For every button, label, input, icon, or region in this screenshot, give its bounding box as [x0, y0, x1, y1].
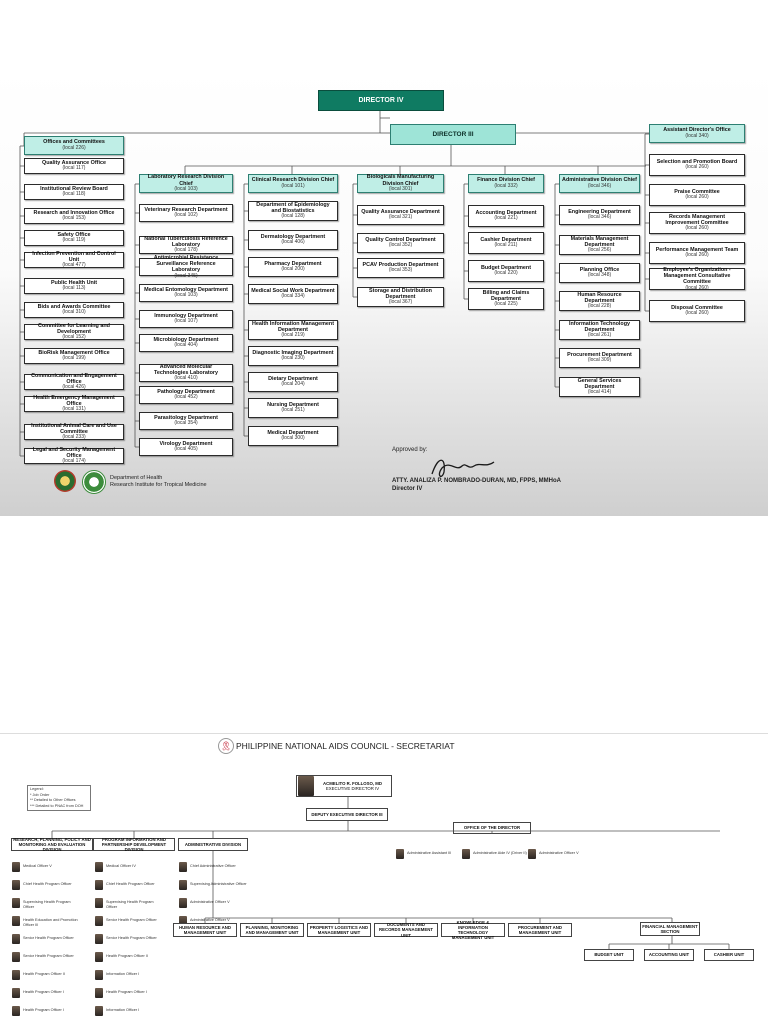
div3-staff-1-title: Supervising Administrative Officer: [190, 882, 247, 886]
asst-item-4-local: (local 260): [685, 284, 709, 291]
clin-item-0-name: Department of Epidemiology and Biostatistics: [256, 201, 330, 215]
offices-item-2-name: Research and Innovation Office: [33, 209, 115, 216]
offices-item-3-local: (local 119): [62, 237, 86, 244]
red-ribbon-icon: 🎗: [218, 738, 234, 754]
unit-box-5: PROCUREMENT AND MANAGEMENT UNIT: [508, 923, 572, 937]
offices-item-6: [24, 302, 124, 318]
offices-item-0-local: (local 117): [62, 165, 86, 172]
director-iv-label: DIRECTOR IV: [358, 97, 404, 104]
lab-item-0-name: Veterinary Research Department: [144, 206, 228, 213]
offices-item-0: [24, 158, 124, 174]
adm-item-3-name: Human Resource Department: [577, 291, 622, 305]
adm-item-3: [559, 291, 640, 311]
offices-item-5-local: (local 113): [62, 285, 86, 292]
div1-staff-4-title: Senior Health Program Officer: [23, 936, 74, 940]
bio-item-3-local: (local 367): [388, 299, 413, 306]
approved-by-label: Approved by:: [392, 447, 428, 453]
bio-item-1-local: (local 352): [388, 242, 413, 249]
asst-item-0: [649, 154, 745, 176]
fin-item-3-name: Billing and Claims Department: [482, 289, 530, 303]
office-staff-2-title: Administrative Officer V: [539, 851, 579, 855]
adm-item-0-local: (local 346): [587, 214, 612, 221]
asst-item-1-name: Praise Committee: [674, 188, 720, 195]
lab-item-4: [139, 310, 233, 328]
adm-item-6: [559, 377, 640, 397]
unit-box-2: PROPERTY LOGISTICS AND MANAGEMENT UNIT: [307, 923, 371, 937]
lab-item-3: [139, 284, 233, 302]
bio-item-2: [357, 258, 444, 278]
clin-item-7: [248, 398, 338, 418]
div3-staff-2-title: Administrative Officer V: [190, 900, 230, 904]
lab-item-2: [139, 254, 233, 279]
offices-item-10-name: Health Emergency Management Office: [33, 394, 115, 408]
div1-staff-0-title: Medical Officer V: [23, 864, 52, 868]
director-iv-box: [318, 90, 444, 111]
doh-seal-icon: [54, 470, 76, 492]
asst-item-3-name: Performance Management Team: [655, 246, 739, 253]
asst-header-local: (local 340): [685, 132, 709, 139]
div3-staff-2-photo: [179, 898, 187, 908]
lab-item-1-name: National Tuberculosis Reference Laboratory: [144, 235, 228, 249]
div2-staff-8-photo: [95, 1006, 103, 1016]
lab-item-9: [139, 438, 233, 456]
div2-staff-3-photo: [95, 916, 103, 926]
offices-item-4-local: (local 477): [62, 262, 86, 269]
div2-staff-1-photo: [95, 880, 103, 890]
fin-item-0-name: Accounting Department: [475, 209, 537, 216]
offices-item-9-local: (local 426): [62, 384, 86, 391]
div1-staff-5-title: Senior Health Program Officer: [23, 954, 74, 958]
div2-staff-5-title: Health Program Officer II: [106, 954, 148, 958]
asst-item-2-local: (local 260): [685, 225, 709, 232]
lab-item-3-local: (local 103): [174, 292, 198, 299]
offices-item-8: [24, 348, 124, 364]
div1-staff-2-photo: [12, 898, 20, 908]
offices-header: [24, 136, 124, 155]
clin-item-6: [248, 372, 338, 392]
division-program-box: PROGRAM INFORMATION AND PARTNERSHIP DEVELOPMENT DIVISION: [93, 838, 175, 851]
bio-item-0-name: Quality Assurance Department: [361, 208, 440, 215]
offices-item-6-name: Bids and Awards Committee: [37, 303, 111, 310]
div3-staff-3-title: Administrative Officer V: [190, 918, 230, 922]
div1-staff-8-title: Health Program Officer I: [23, 1008, 64, 1012]
lab-header: [139, 174, 233, 193]
lab-item-7-name: Pathology Department: [157, 388, 215, 395]
finance-unit-1: ACCOUNTING UNIT: [644, 949, 694, 961]
asst-item-0-local: (local 260): [685, 164, 709, 171]
office-staff-2-photo: [528, 849, 536, 859]
offices-header-name: Offices and Committees: [43, 139, 105, 146]
clin-item-3-local: (local 334): [281, 293, 305, 300]
adm-item-1-local: (local 256): [587, 247, 612, 254]
div1-staff-0-photo: [12, 862, 20, 872]
pnac-org-chart: [0, 733, 768, 1025]
clin-item-8-local: (local 300): [281, 435, 305, 442]
legend-box: [27, 785, 91, 811]
asst-item-5: [649, 300, 745, 322]
fin-item-1-name: Cashier Department: [480, 236, 532, 243]
offices-item-12: [24, 448, 124, 464]
executive-name: ACMELITO R. FOLLOSO, MD: [323, 780, 382, 786]
fin-item-0-local: (local 221): [494, 215, 518, 222]
lab-item-9-local: (local 405): [174, 446, 198, 453]
lab-item-0-local: (local 102): [174, 212, 198, 219]
lab-item-1-local: (local 178): [174, 247, 198, 254]
lab-item-8-name: Parasitology Department: [154, 414, 218, 421]
clin-item-4-local: (local 219): [281, 332, 305, 339]
div2-staff-6-title: Information Officer I: [106, 972, 140, 976]
lab-header-local: (local 103): [174, 185, 198, 192]
offices-item-9-name: Communication and Engagement Office: [31, 372, 117, 386]
legend-line-3: *** Detailed to PNAC from DOH: [30, 803, 84, 808]
clin-item-1-local: (local 406): [281, 239, 305, 246]
lab-item-5-name: Microbiology Department: [153, 336, 219, 343]
clin-item-5-local: (local 230): [281, 355, 305, 362]
finance-section-box: FINANCIAL MANAGEMENT SECTION: [640, 922, 700, 936]
lab-item-9-name: Virology Department: [159, 440, 213, 447]
offices-item-1: [24, 184, 124, 200]
director-iii-box: [390, 124, 516, 145]
office-of-director-box: [453, 822, 531, 834]
div1-staff-2-title: Supervising Health Program Officer: [23, 900, 71, 909]
asst-item-1: [649, 184, 745, 206]
div3-staff-1-photo: [179, 880, 187, 890]
clin-item-7-name: Nursing Department: [267, 401, 319, 408]
finance-unit-2: CASHIER UNIT: [704, 949, 754, 961]
adm-item-4-name: Information Technology Department: [569, 320, 630, 334]
bio-header: [357, 174, 444, 193]
asst-item-3-local: (local 260): [685, 252, 709, 259]
div2-staff-6-photo: [95, 970, 103, 980]
div3-staff-0-title: Chief Administrative Officer: [190, 864, 236, 868]
adm-item-4: [559, 320, 640, 340]
div2-staff-4-photo: [95, 934, 103, 944]
div2-staff-0-photo: [95, 862, 103, 872]
executive-title: EXECUTIVE DIRECTOR IV: [325, 786, 380, 791]
clin-header-name: Clinical Research Division Chief: [251, 177, 335, 184]
asst-item-5-local: (local 260): [685, 310, 709, 317]
finance-unit-0: BUDGET UNIT: [584, 949, 634, 961]
adm-item-2: [559, 263, 640, 283]
adm-item-4-local: (local 261): [587, 332, 612, 339]
div2-staff-3-title: Senior Health Program Officer: [106, 918, 157, 922]
clin-item-3: [248, 284, 338, 304]
office-staff-1-title: Administrative Aide IV (Driver II): [473, 851, 527, 855]
fin-item-3: [468, 288, 544, 310]
offices-item-2: [24, 208, 124, 224]
clin-item-7-local: (local 251): [281, 407, 305, 414]
offices-item-7: [24, 324, 124, 340]
fin-item-2: [468, 260, 544, 282]
adm-item-6-local: (local 414): [587, 389, 612, 396]
bio-item-2-name: PCAV Production Department: [362, 261, 439, 268]
lab-item-2-local: (local 345): [174, 272, 198, 279]
lab-item-8-local: (local 354): [174, 420, 198, 427]
offices-item-4-name: Infection Prevention and Control Unit: [32, 250, 116, 264]
offices-item-3: [24, 230, 124, 246]
div1-staff-8-photo: [12, 1006, 20, 1016]
clin-item-3-name: Medical Social Work Department: [251, 287, 335, 294]
clin-item-6-name: Dietary Department: [268, 375, 318, 382]
offices-item-1-name: Institutional Review Board: [40, 185, 108, 192]
adm-item-5-local: (local 309): [587, 357, 612, 364]
offices-item-3-name: Safety Office: [57, 231, 91, 238]
div2-staff-0-title: Medical Officer IV: [106, 864, 136, 868]
adm-header: [559, 174, 640, 193]
adm-item-1: [559, 235, 640, 255]
div1-staff-6-photo: [12, 970, 20, 980]
fin-item-1: [468, 232, 544, 254]
fin-item-3-local: (local 225): [494, 301, 518, 308]
adm-item-5: [559, 348, 640, 368]
lab-item-6-local: (local 410): [174, 375, 198, 382]
bio-header-name: Biologicals Manufacturing Division Chief: [366, 174, 435, 187]
clin-item-8: [248, 426, 338, 446]
bio-header-local: (local 301): [388, 185, 413, 192]
bio-item-0-local: (local 321): [388, 214, 413, 221]
fin-item-2-local: (local 220): [494, 270, 518, 277]
offices-item-7-local: (local 152): [62, 334, 86, 341]
fin-header-local: (local 332): [494, 182, 518, 189]
asst-item-0-name: Selection and Promotion Board: [656, 158, 738, 165]
unit-box-3: DOCUMENTS AND RECORDS MANAGEMENT UNIT: [374, 923, 438, 937]
clin-header: [248, 174, 338, 193]
bio-item-3: [357, 287, 444, 307]
division-research-box: RESEARCH, PLANNING, POLICY AND MONITORING AND EVALUATION DIVISION: [11, 838, 93, 851]
clin-item-4-name: Health Information Management Department: [251, 320, 335, 334]
div1-staff-6-title: Health Program Officer II: [23, 972, 65, 976]
clin-header-local: (local 101): [281, 182, 305, 189]
offices-item-0-name: Quality Assurance Office: [42, 159, 106, 166]
signatory-name: ATTY. ANALIZA P. NOMBRADO-DURAN, MD, FPPS, MMHoA: [392, 478, 561, 484]
lab-item-0: [139, 204, 233, 222]
lab-item-6: [139, 364, 233, 382]
div1-staff-3-title: Health Education and Promotion Officer III: [23, 918, 78, 927]
unit-box-4: KNOWLEDGE & INFORMATION TECHNOLOGY MANAGEMENT UNIT: [441, 923, 505, 937]
adm-header-name: Administrative Division Chief: [562, 177, 637, 184]
director-iii-label: DIRECTOR III: [432, 131, 474, 138]
adm-item-3-local: (local 228): [587, 303, 612, 310]
legend-line-0: Legend:: [30, 787, 44, 791]
div2-staff-2-title: Supervising Health Program Officer: [106, 900, 154, 909]
div1-staff-3-photo: [12, 916, 20, 926]
ritm-logo-icon: [82, 470, 106, 494]
clin-item-5: [248, 346, 338, 366]
offices-item-11: [24, 424, 124, 440]
clin-item-5-name: Diagnostic Imaging Department: [252, 349, 334, 356]
offices-item-9: [24, 374, 124, 390]
legend-line-2: ** Detailed to Other Offices: [30, 798, 76, 802]
div2-staff-2-photo: [95, 898, 103, 908]
bio-item-1-name: Quality Control Department: [365, 236, 436, 243]
asst-item-1-local: (local 260): [685, 194, 709, 201]
offices-item-4: [24, 252, 124, 268]
office-staff-1-photo: [462, 849, 470, 859]
deputy-label: DEPUTY EXECUTIVE DIRECTOR III: [311, 811, 383, 817]
adm-item-0-name: Engineering Department: [568, 208, 631, 215]
fin-item-2-name: Budget Department: [480, 264, 532, 271]
office-director-label: OFFICE OF THE DIRECTOR: [463, 825, 521, 831]
clin-item-4: [248, 320, 338, 340]
clin-item-2: [248, 257, 338, 277]
adm-item-6-name: General Services Department: [577, 377, 622, 391]
div2-staff-1-title: Chief Health Program Officer: [106, 882, 155, 886]
div1-staff-5-photo: [12, 952, 20, 962]
bio-item-1: [357, 233, 444, 253]
fin-header-name: Finance Division Chief: [477, 177, 535, 184]
offices-item-8-name: BioRisk Management Office: [38, 349, 110, 356]
div1-staff-4-photo: [12, 934, 20, 944]
deputy-director-box: [306, 808, 388, 821]
offices-item-7-name: Committee for Learning and Development: [38, 322, 110, 336]
office-staff-0-title: Administrative Assistant III: [407, 851, 452, 855]
div2-staff-8-title: Information Officer I: [106, 1008, 140, 1012]
offices-item-11-name: Institutional Animal Care and Use Committee: [31, 422, 117, 436]
executive-director-box: [296, 775, 392, 797]
bio-item-3-name: Storage and Distribution Department: [369, 287, 432, 301]
div2-staff-4-title: Senior Health Program Officer: [106, 936, 157, 940]
offices-item-5-name: Public Health Unit: [50, 279, 98, 286]
clin-item-1: [248, 230, 338, 250]
offices-item-11-local: (local 233): [62, 434, 86, 441]
adm-item-5-name: Procurement Department: [567, 351, 632, 358]
bio-item-0: [357, 205, 444, 225]
offices-item-10-local: (local 131): [62, 406, 86, 413]
lab-item-4-local: (local 107): [174, 318, 198, 325]
offices-item-2-local: (local 153): [62, 215, 86, 222]
clin-item-0-local: (local 128): [281, 213, 305, 220]
clin-item-0: [248, 201, 338, 221]
lab-item-8: [139, 412, 233, 430]
lab-item-7-local: (local 452): [174, 394, 198, 401]
rtim-org-chart: [0, 66, 768, 516]
clin-item-2-local: (local 200): [281, 266, 305, 273]
footer-org-doh: Department of Health: [110, 475, 163, 481]
footer-org-ritm: Research Institute for Tropical Medicine: [110, 482, 207, 488]
signatory-title: Director IV: [392, 486, 423, 492]
asst-header-name: Assistant Director's Office: [663, 127, 731, 134]
fin-header: [468, 174, 544, 193]
clin-item-6-local: (local 204): [281, 381, 305, 388]
lab-item-3-name: Medical Entomology Department: [144, 286, 228, 293]
offices-item-5: [24, 278, 124, 294]
adm-item-1-name: Materials Management Department: [570, 235, 629, 249]
bio-item-2-local: (local 353): [388, 267, 413, 274]
lab-item-2-name: Antimicrobial Resistance Surveillance Reference Laboratory: [153, 254, 219, 274]
unit-box-0: HUMAN RESOURCE AND MANAGEMENT UNIT: [173, 923, 237, 937]
offices-item-1-local: (local 118): [62, 191, 86, 198]
adm-item-2-name: Planning Office: [579, 266, 620, 273]
adm-item-2-local: (local 348): [587, 272, 612, 279]
clin-item-8-name: Medical Department: [267, 429, 319, 436]
div1-staff-7-photo: [12, 988, 20, 998]
adm-item-0: [559, 205, 640, 225]
asst-item-5-name: Disposal Committee: [671, 304, 723, 311]
offices-item-12-local: (local 174): [62, 458, 86, 465]
div2-staff-7-photo: [95, 988, 103, 998]
offices-header-local: (local 226): [62, 144, 86, 151]
unit-box-1: PLANNING, MONITORING AND MANAGEMENT UNIT: [240, 923, 304, 937]
div2-staff-5-photo: [95, 952, 103, 962]
asst-item-4: [649, 268, 745, 290]
adm-header-local: (local 346): [587, 182, 612, 189]
division-admin-box: ADMINISTRATIVE DIVISION: [178, 838, 248, 851]
lab-item-4-name: Immunology Department: [154, 312, 218, 319]
pnac-title: PHILIPPINE NATIONAL AIDS COUNCIL - SECRETARIAT: [236, 741, 455, 751]
offices-item-10: [24, 396, 124, 412]
fin-item-1-local: (local 211): [494, 242, 518, 249]
lab-item-1: [139, 236, 233, 254]
lab-item-5: [139, 334, 233, 352]
legend-line-1: * Job Order: [30, 792, 50, 797]
offices-item-12-name: Legal and Security Management Office: [32, 446, 116, 460]
asst-header: [649, 124, 745, 143]
asst-item-2-name: Records Management Improvement Committee: [665, 213, 729, 227]
lab-header-name: Laboratory Research Division Chief: [147, 174, 225, 187]
lab-item-6-name: Advanced Molecular Technologies Laboratory: [154, 363, 218, 377]
asst-item-3: [649, 242, 745, 264]
offices-item-8-local: (local 199): [62, 355, 86, 362]
div1-staff-1-title: Chief Health Program Officer: [23, 882, 72, 886]
offices-item-6-local: (local 310): [62, 309, 86, 316]
lab-item-7: [139, 386, 233, 404]
div3-staff-0-photo: [179, 862, 187, 872]
div2-staff-7-title: Health Program Officer I: [106, 990, 147, 994]
clin-item-1-name: Dermatology Department: [260, 233, 326, 240]
clin-item-2-name: Pharmacy Department: [264, 260, 322, 267]
div1-staff-1-photo: [12, 880, 20, 890]
asst-item-4-name: Employee's Organization - Management Consultative Committee: [663, 266, 731, 286]
div1-staff-7-title: Health Program Officer I: [23, 990, 64, 994]
lab-item-5-local: (local 404): [174, 342, 198, 349]
asst-item-2: [649, 212, 745, 234]
fin-item-0: [468, 205, 544, 227]
office-staff-0-photo: [396, 849, 404, 859]
